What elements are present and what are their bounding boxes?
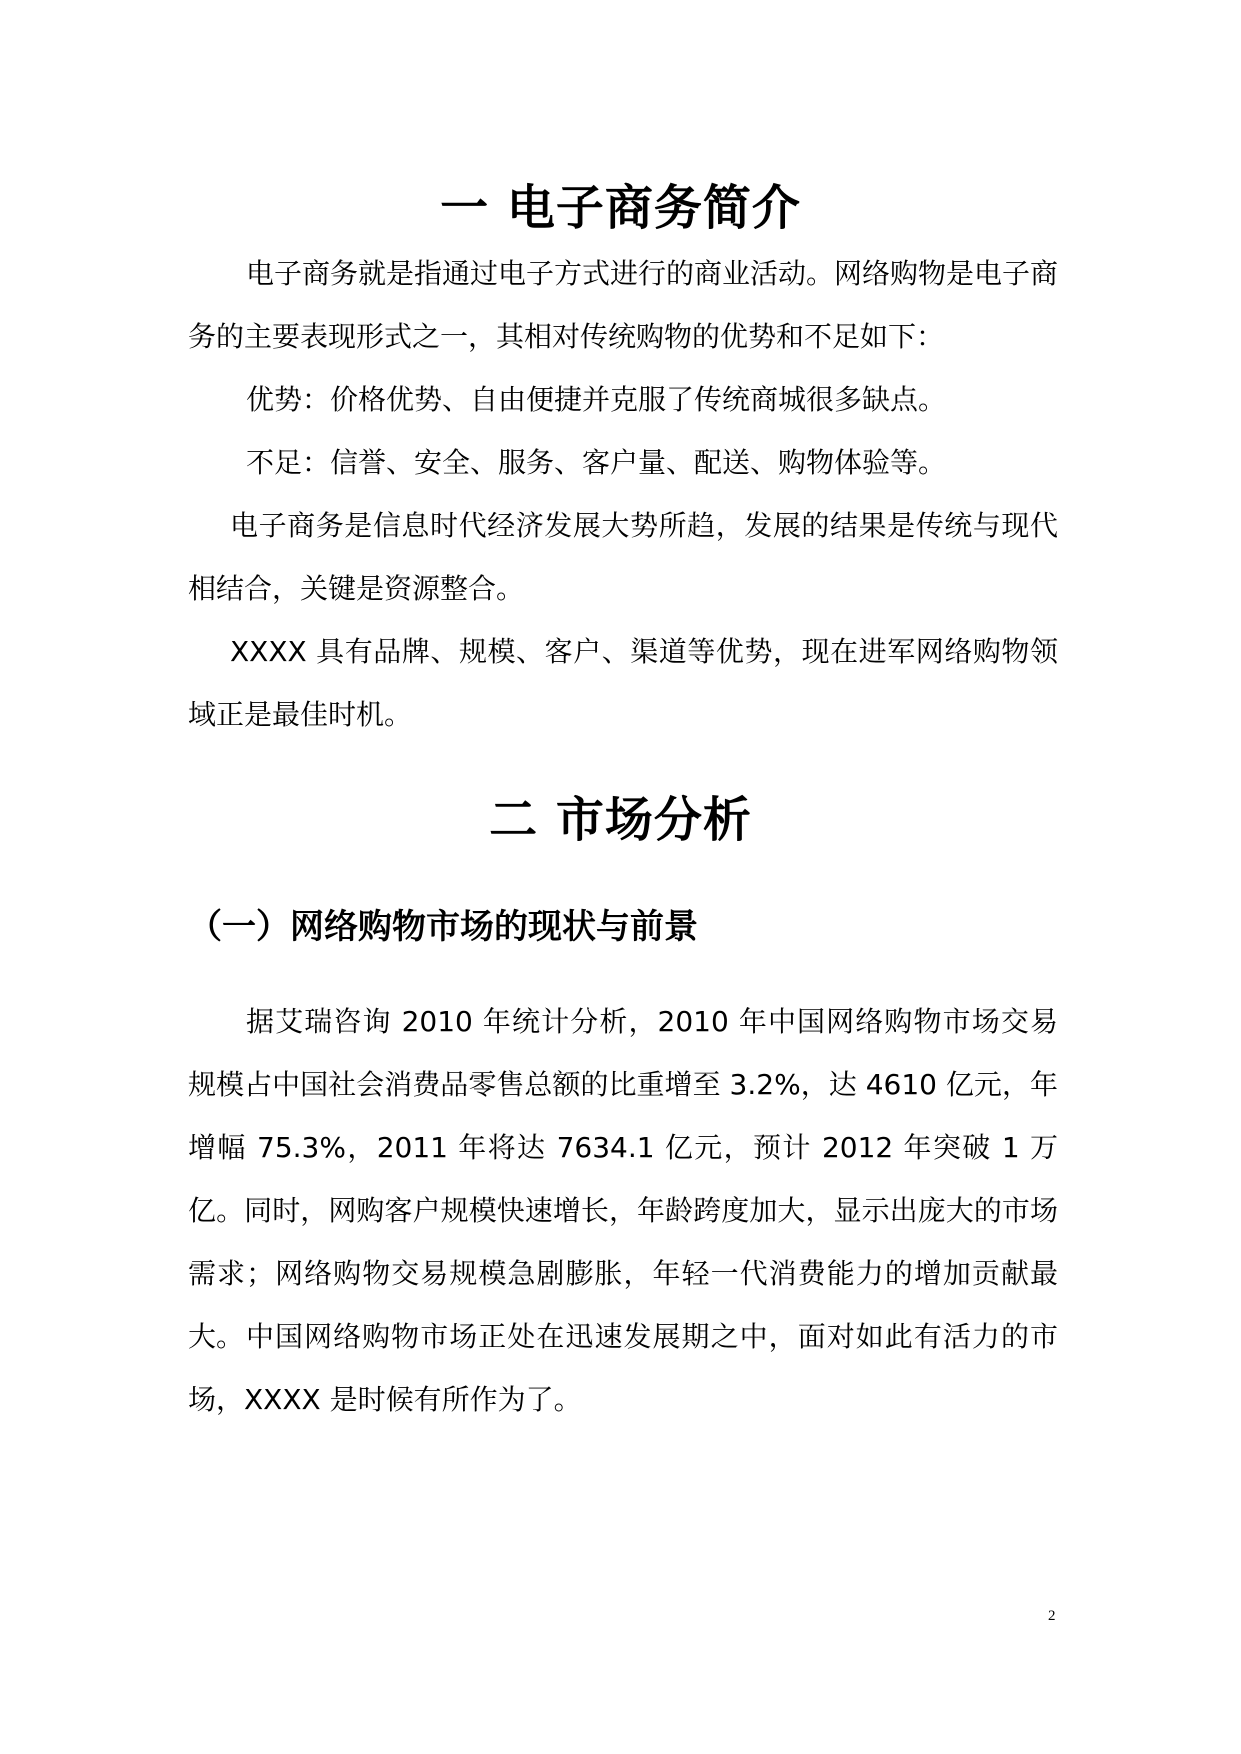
- page-number: 2: [1048, 1608, 1056, 1624]
- subsection-1-title: （一）网络购物市场的现状与前景: [188, 907, 698, 947]
- section-2-title: 二 市场分析: [489, 792, 752, 848]
- section-1-title: 一 电子商务简介: [440, 180, 801, 236]
- section-1-disadvantages: 不足：信誉、安全、服务、客户量、配送、购物体验等。: [246, 446, 947, 479]
- section-1-paragraph-4: 电子商务是信息时代经济发展大势所趋，发展的结果是传统与现代相结合，关键是资源整合。: [188, 509, 1058, 605]
- subsection-1-paragraph-2: 中国网络购物市场正处在迅速发展期之中，面对如此有活力的市场，XXXX 是时候有所作为了。: [188, 1320, 1058, 1416]
- subsection-1-paragraph-1: 据艾瑞咨询 2010 年统计分析，2010 年中国网络购物市场交易规模占中国社会消费品零售总额的比重增至 3.2%，达 4610 亿元，年增幅 75.3%，2011 年将达 7634.1 亿元，预计 2012 年突破 1 万亿。同时，网购客户规模快速增长，年龄跨度加大，显示出庞大的市场需求；网络购物交易规模急剧膨胀，年轻一代消费能力的增加贡献最大。: [188, 1005, 1058, 1353]
- section-1-advantages: 优势：价格优势、自由便捷并克服了传统商城很多缺点。: [246, 383, 947, 416]
- section-1-paragraph-5: XXXX 具有品牌、规模、客户、渠道等优势，现在进军网络购物领域正是最佳时机。: [188, 635, 1058, 731]
- section-1-paragraph-1: 电子商务就是指通过电子方式进行的商业活动。网络购物是电子商务的主要表现形式之一，其相对传统购物的优势和不足如下：: [188, 257, 1059, 353]
